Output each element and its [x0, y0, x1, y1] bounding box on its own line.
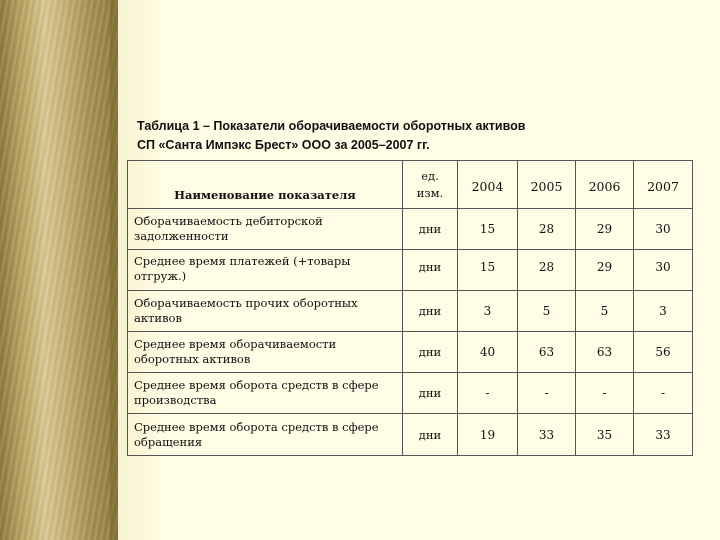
row-value-2007: 30 — [634, 209, 693, 250]
header-unit-line-2: изм. — [416, 185, 444, 200]
turnover-table — [127, 160, 693, 456]
row-value-2005: 33 — [518, 414, 576, 456]
header-unit — [403, 161, 458, 209]
table-row — [128, 209, 693, 250]
header-unit-line-1: ед. — [421, 168, 439, 183]
table-row — [128, 414, 693, 456]
row-unit: дни — [403, 373, 458, 414]
row-value-2005: 63 — [518, 332, 576, 373]
row-value-2007: 30 — [634, 250, 693, 291]
row-value-2004: - — [458, 373, 518, 414]
row-value-2004: 19 — [458, 414, 518, 456]
row-value-2006: - — [576, 373, 634, 414]
row-unit: дни — [403, 209, 458, 250]
row-value-2006: 29 — [576, 209, 634, 250]
header-year-2007: 2007 — [634, 161, 693, 209]
row-value-2007: 56 — [634, 332, 693, 373]
table-header-row — [128, 161, 693, 209]
row-value-2007: 3 — [634, 291, 693, 332]
header-year-2006: 2006 — [576, 161, 634, 209]
row-unit: дни — [403, 291, 458, 332]
row-value-2004: 3 — [458, 291, 518, 332]
row-value-2005: 28 — [518, 209, 576, 250]
row-value-2004: 15 — [458, 250, 518, 291]
row-value-2005: - — [518, 373, 576, 414]
table-row — [128, 291, 693, 332]
row-unit: дни — [403, 250, 458, 291]
caption-line-2: СП «Санта Импэкс Брест» ООО за 2005–2007 гг. — [137, 138, 430, 152]
row-value-2007: 33 — [634, 414, 693, 456]
row-value-2004: 15 — [458, 209, 518, 250]
row-indicator-name: Среднее время платежей (+товары отгруж.) — [128, 250, 403, 291]
header-year-2004: 2004 — [458, 161, 518, 209]
table-row — [128, 250, 693, 291]
table-caption — [137, 117, 607, 155]
row-indicator-name: Среднее время оборота средств в сфере производства — [128, 373, 403, 414]
row-value-2006: 5 — [576, 291, 634, 332]
row-value-2006: 29 — [576, 250, 634, 291]
row-value-2006: 35 — [576, 414, 634, 456]
table-row — [128, 332, 693, 373]
row-value-2005: 28 — [518, 250, 576, 291]
decorative-gold-panel — [0, 0, 118, 540]
header-year-2005: 2005 — [518, 161, 576, 209]
row-unit: дни — [403, 414, 458, 456]
row-indicator-name: Среднее время оборота средств в сфере обращения — [128, 414, 403, 456]
row-indicator-name: Оборачиваемость прочих оборотных активов — [128, 291, 403, 332]
row-indicator-name: Оборачиваемость дебиторской задолженности — [128, 209, 403, 250]
caption-line-1: Таблица 1 – Показатели оборачиваемости оборотных активов — [137, 119, 526, 133]
row-value-2005: 5 — [518, 291, 576, 332]
header-indicator-name: Наименование показателя — [128, 161, 403, 209]
row-indicator-name: Среднее время оборачиваемости оборотных активов — [128, 332, 403, 373]
row-value-2004: 40 — [458, 332, 518, 373]
row-value-2007: - — [634, 373, 693, 414]
row-unit: дни — [403, 332, 458, 373]
table-row — [128, 373, 693, 414]
row-value-2006: 63 — [576, 332, 634, 373]
